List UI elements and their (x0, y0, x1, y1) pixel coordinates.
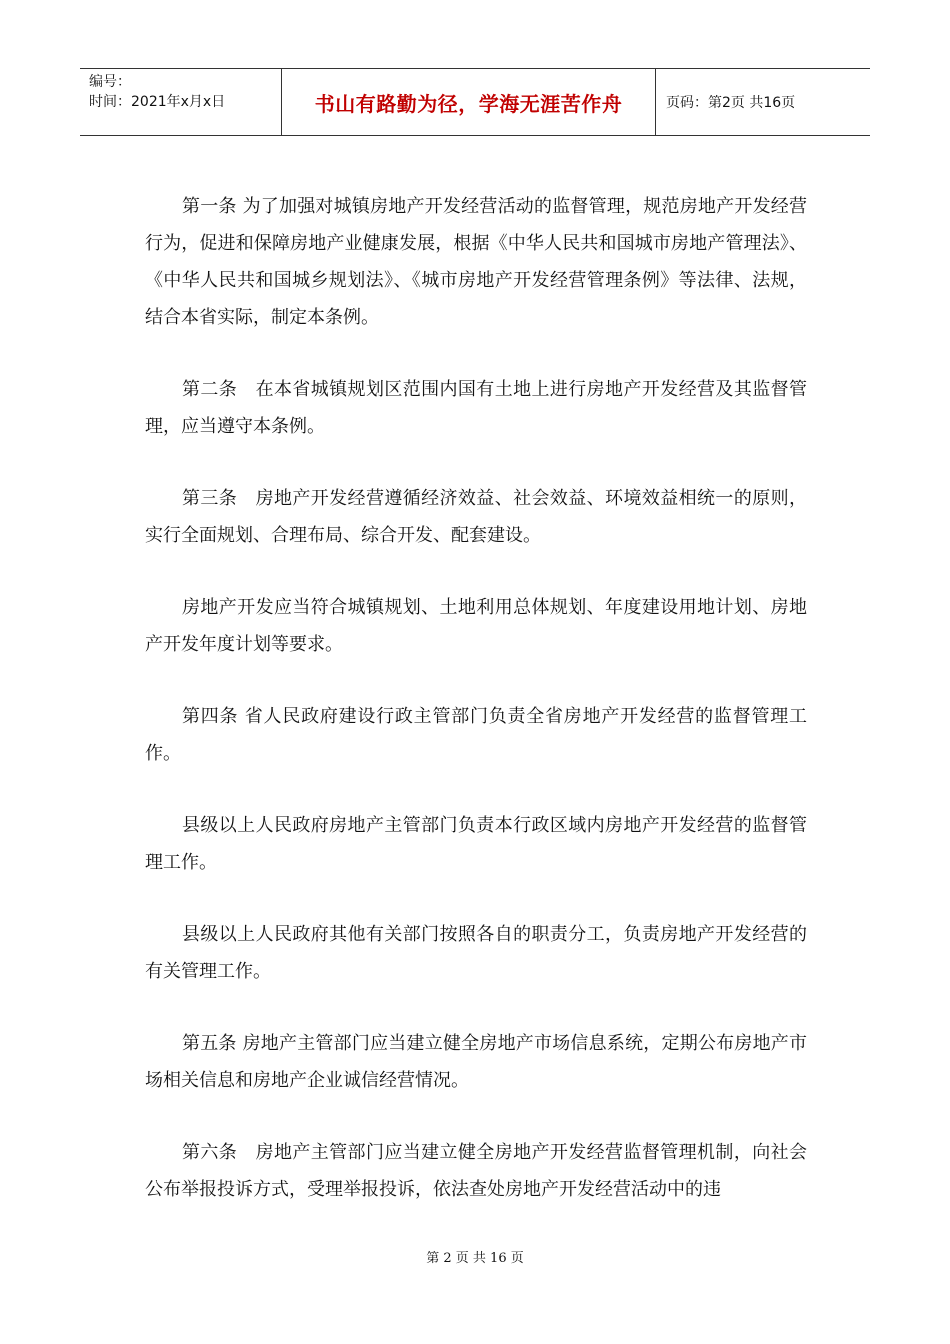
paragraph-article-3-cont: 房地产开发应当符合城镇规划、土地利用总体规划、年度建设用地计划、房地产开发年度计划等要求。 (145, 597, 807, 655)
paragraph-article-3: 第三条 房地产开发经营遵循经济效益、社会效益、环境效益相统一的原则，实行全面规划、合理布局、综合开发、配套建设。 (145, 488, 807, 546)
paragraph-article-6: 第六条 房地产主管部门应当建立健全房地产开发经营监督管理机制，向社会公布举报投诉方式，受理举报投诉，依法查处房地产开发经营活动中的违 (145, 1142, 807, 1200)
paragraph-article-2: 第二条 在本省城镇规划区范围内国有土地上进行房地产开发经营及其监督管理，应当遵守本条例。 (145, 379, 807, 437)
paragraph-article-1: 第一条 为了加强对城镇房地产开发经营活动的监督管理，规范房地产开发经营行为，促进和保障房地产业健康发展，根据《中华人民共和国城市房地产管理法》、《中华人民共和国城乡规划法》、《城市房地产开发经营管理条例》等法律、法规，结合本省实际，制定本条例。 (145, 196, 807, 328)
document-number-label: 编号： (89, 74, 131, 90)
page-footer: 第 2 页 共 16 页 (426, 1251, 524, 1266)
document-body (145, 188, 807, 1243)
page-header (80, 68, 870, 136)
paragraph-article-4-other: 县级以上人民政府其他有关部门按照各自的职责分工，负责房地产开发经营的有关管理工作。 (145, 924, 807, 982)
paragraph-article-5: 第五条 房地产主管部门应当建立健全房地产市场信息系统，定期公布房地产市场相关信息和房地产企业诚信经营情况。 (145, 1033, 807, 1091)
document-time-label: 时间：2021年x月x日 (89, 94, 226, 110)
header-motto: 书山有路勤为径，学海无涯苦作舟 (282, 69, 656, 135)
paragraph-article-4-county: 县级以上人民政府房地产主管部门负责本行政区域内房地产开发经营的监督管理工作。 (145, 815, 807, 873)
header-page-info: 页码：第2页 共16页 (666, 95, 796, 111)
header-meta (80, 69, 282, 135)
paragraph-article-4: 第四条 省人民政府建设行政主管部门负责全省房地产开发经营的监督管理工作。 (145, 706, 807, 764)
